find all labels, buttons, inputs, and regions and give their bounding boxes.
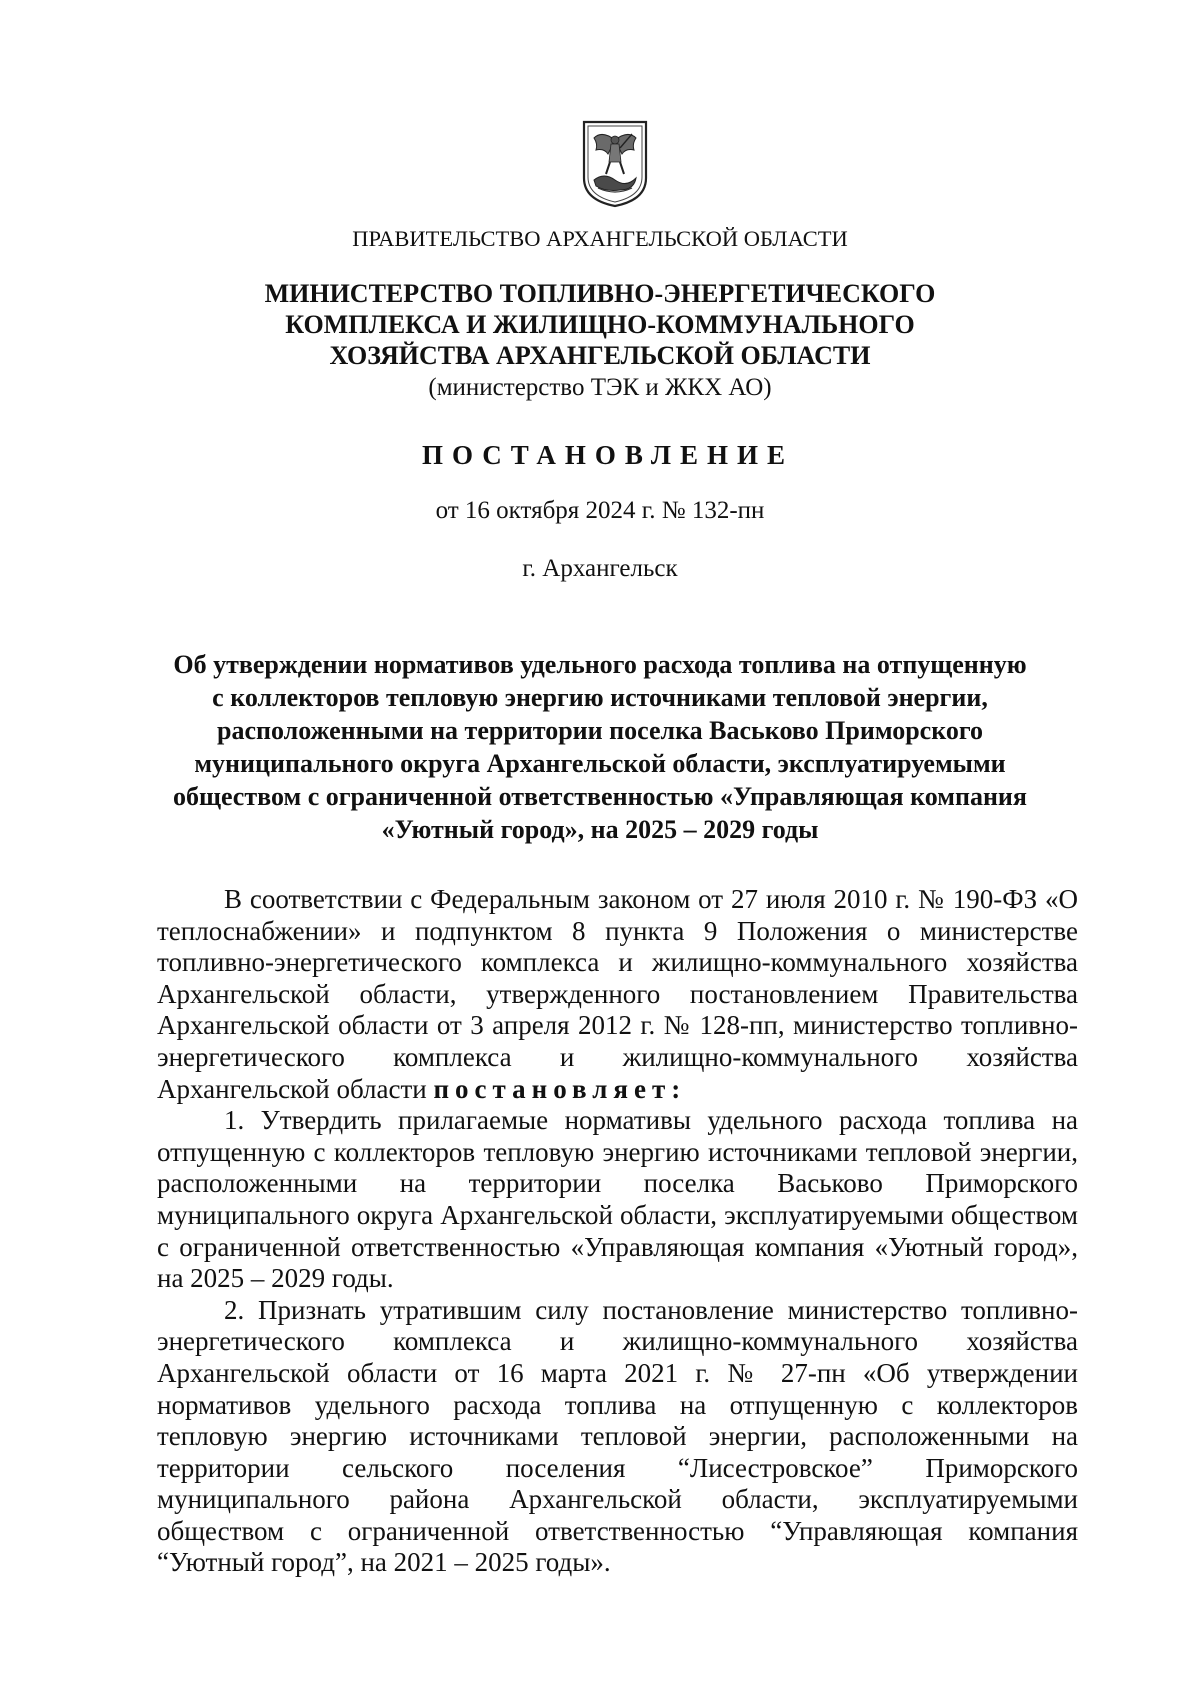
ministry-short-name: (министерство ТЭК и ЖКХ АО) bbox=[428, 374, 772, 401]
city-name: г. Архангельск bbox=[522, 555, 678, 582]
ministry-name-line: ХОЗЯЙСТВА АРХАНГЕЛЬСКОЙ ОБЛАСТИ bbox=[329, 341, 871, 370]
subject-line: расположенными на территории поселка Васьково Приморского bbox=[217, 716, 983, 745]
subject-line: муниципального округа Архангельской области, эксплуатируемыми bbox=[194, 749, 1006, 778]
ministry-name bbox=[0, 278, 1200, 371]
item-2-paragraph: 2. Признать утратившим силу постановление министерство топливно-энергетического комплекса и жилищно-коммунального хозяйства Архангельской области от 16 марта 2021 г. № 27-пн «Об утверждении нормативов удельного расхода топлива на отпущенную с коллекторов тепловую энергию источниками тепловой энергии, расположенными на территории сельского поселения “Лисестровское” Приморского муниципального района Архангельской области, эксплуатируемыми обществом с ограниченной ответственностью “Управляющая компания “Уютный город”, на 2021 – 2025 годы». bbox=[157, 1294, 1078, 1578]
ministry-name-line: МИНИСТЕРСТВО ТОПЛИВНО-ЭНЕРГЕТИЧЕСКОГО bbox=[264, 279, 936, 308]
government-title: ПРАВИТЕЛЬСТВО АРХАНГЕЛЬСКОЙ ОБЛАСТИ bbox=[352, 226, 848, 251]
ministry-name-line: КОМПЛЕКСА И ЖИЛИЩНО-КОММУНАЛЬНОГО bbox=[285, 310, 915, 339]
item-1-paragraph: 1. Утвердить прилагаемые нормативы удельного расхода топлива на отпущенную с коллекторов тепловую энергию источниками тепловой энергии, расположенными на территории поселка Васьково Приморского муниципального округа Архангельской области, эксплуатируемыми обществом с ограниченной ответственностью «Управляющая компания «Уютный город», на 2025 – 2029 годы. bbox=[157, 1105, 1078, 1294]
date-and-number: от 16 октября 2024 г. № 132-пн bbox=[435, 497, 765, 524]
subject-line: Об утверждении нормативов удельного расхода топлива на отпущенную bbox=[173, 650, 1027, 679]
document-type: ПОСТАНОВЛЕНИЕ bbox=[421, 440, 795, 470]
decrees-word: постановляет: bbox=[433, 1073, 687, 1104]
document-body bbox=[157, 884, 1078, 1579]
preamble-paragraph bbox=[157, 884, 1078, 1105]
subject-line: с коллекторов тепловую энергию источниками тепловой энергии, bbox=[212, 683, 988, 712]
subject-line: «Уютный город», на 2025 – 2029 годы bbox=[381, 815, 819, 844]
subject-line: обществом с ограниченной ответственностью «Управляющая компания bbox=[173, 782, 1027, 811]
coat-of-arms-emblem-icon bbox=[580, 118, 650, 208]
preamble-text: В соответствии с Федеральным законом от 27 июля 2010 г. № 190-ФЗ «О теплоснабжении» и подпунктом 8 пункта 9 Положения о министерстве топливно-энергетического комплекса и жилищно-коммунального хозяйства Архангельской области, утвержденного постановлением Правительства Архангельской области от 3 апреля 2012 г. № 128-пп, министерство топливно-энергетического комплекса и жилищно-коммунального хозяйства Архангельской области bbox=[157, 884, 1078, 1104]
document-subject bbox=[0, 648, 1200, 846]
